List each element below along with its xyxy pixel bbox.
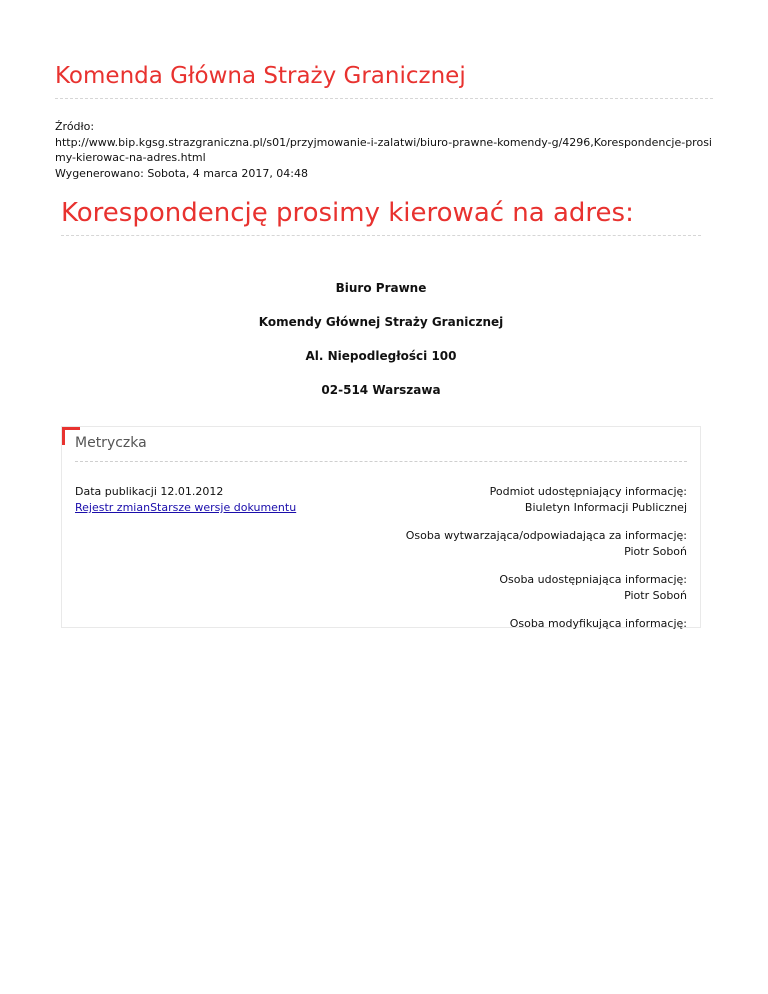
metryczka-left-column [75,484,296,516]
metryczka-divider [75,461,687,462]
address-line-street: Al. Niepodległości 100 [305,349,457,363]
entry-label: Podmiot udostępniający informację: [489,485,687,498]
change-register-link[interactable]: Rejestr zmian [75,501,151,514]
metryczka-entry [367,484,687,516]
title-divider [61,235,701,236]
page-title: Korespondencję prosimy kierować na adres: [61,198,634,228]
entry-label: Osoba wytwarzająca/odpowiadająca za informację: [405,529,687,542]
address-line-office: Biuro Prawne [335,281,427,295]
entry-value: Piotr Soboń [624,589,687,602]
address-block [61,280,701,416]
entry-label: Osoba udostępniająca informację: [499,573,687,586]
source-label: Źródło: [55,120,95,133]
site-title: Komenda Główna Straży Granicznej [55,63,466,89]
source-info [55,119,715,181]
history-links [75,500,296,516]
older-versions-link[interactable]: Starsze wersje dokumentu [150,501,297,514]
publication-date: Data publikacji 12.01.2012 [75,485,224,498]
metryczka-entry [367,572,687,604]
metryczka-panel [61,426,701,628]
metryczka-entry [367,616,687,632]
metryczka-right-column [367,484,687,644]
metryczka-entry [367,528,687,560]
entry-label: Osoba modyfikująca informację: [509,617,687,630]
source-url: http://www.bip.kgsg.strazgraniczna.pl/s01/przyjmowanie-i-zalatwi/biuro-prawne-komendy-g/4296,Korespondencje-prosimy-kierowac-na-adres.html [55,135,712,164]
generated-date: Wygenerowano: Sobota, 4 marca 2017, 04:48 [55,166,309,180]
entry-value: Biuletyn Informacji Publicznej [524,501,687,514]
entry-value: Piotr Soboń [624,545,687,558]
address-line-city: 02-514 Warszawa [321,383,441,397]
header-divider [55,98,713,99]
address-line-institution: Komendy Głównej Straży Granicznej [258,315,504,329]
metryczka-title: Metryczka [75,435,147,451]
